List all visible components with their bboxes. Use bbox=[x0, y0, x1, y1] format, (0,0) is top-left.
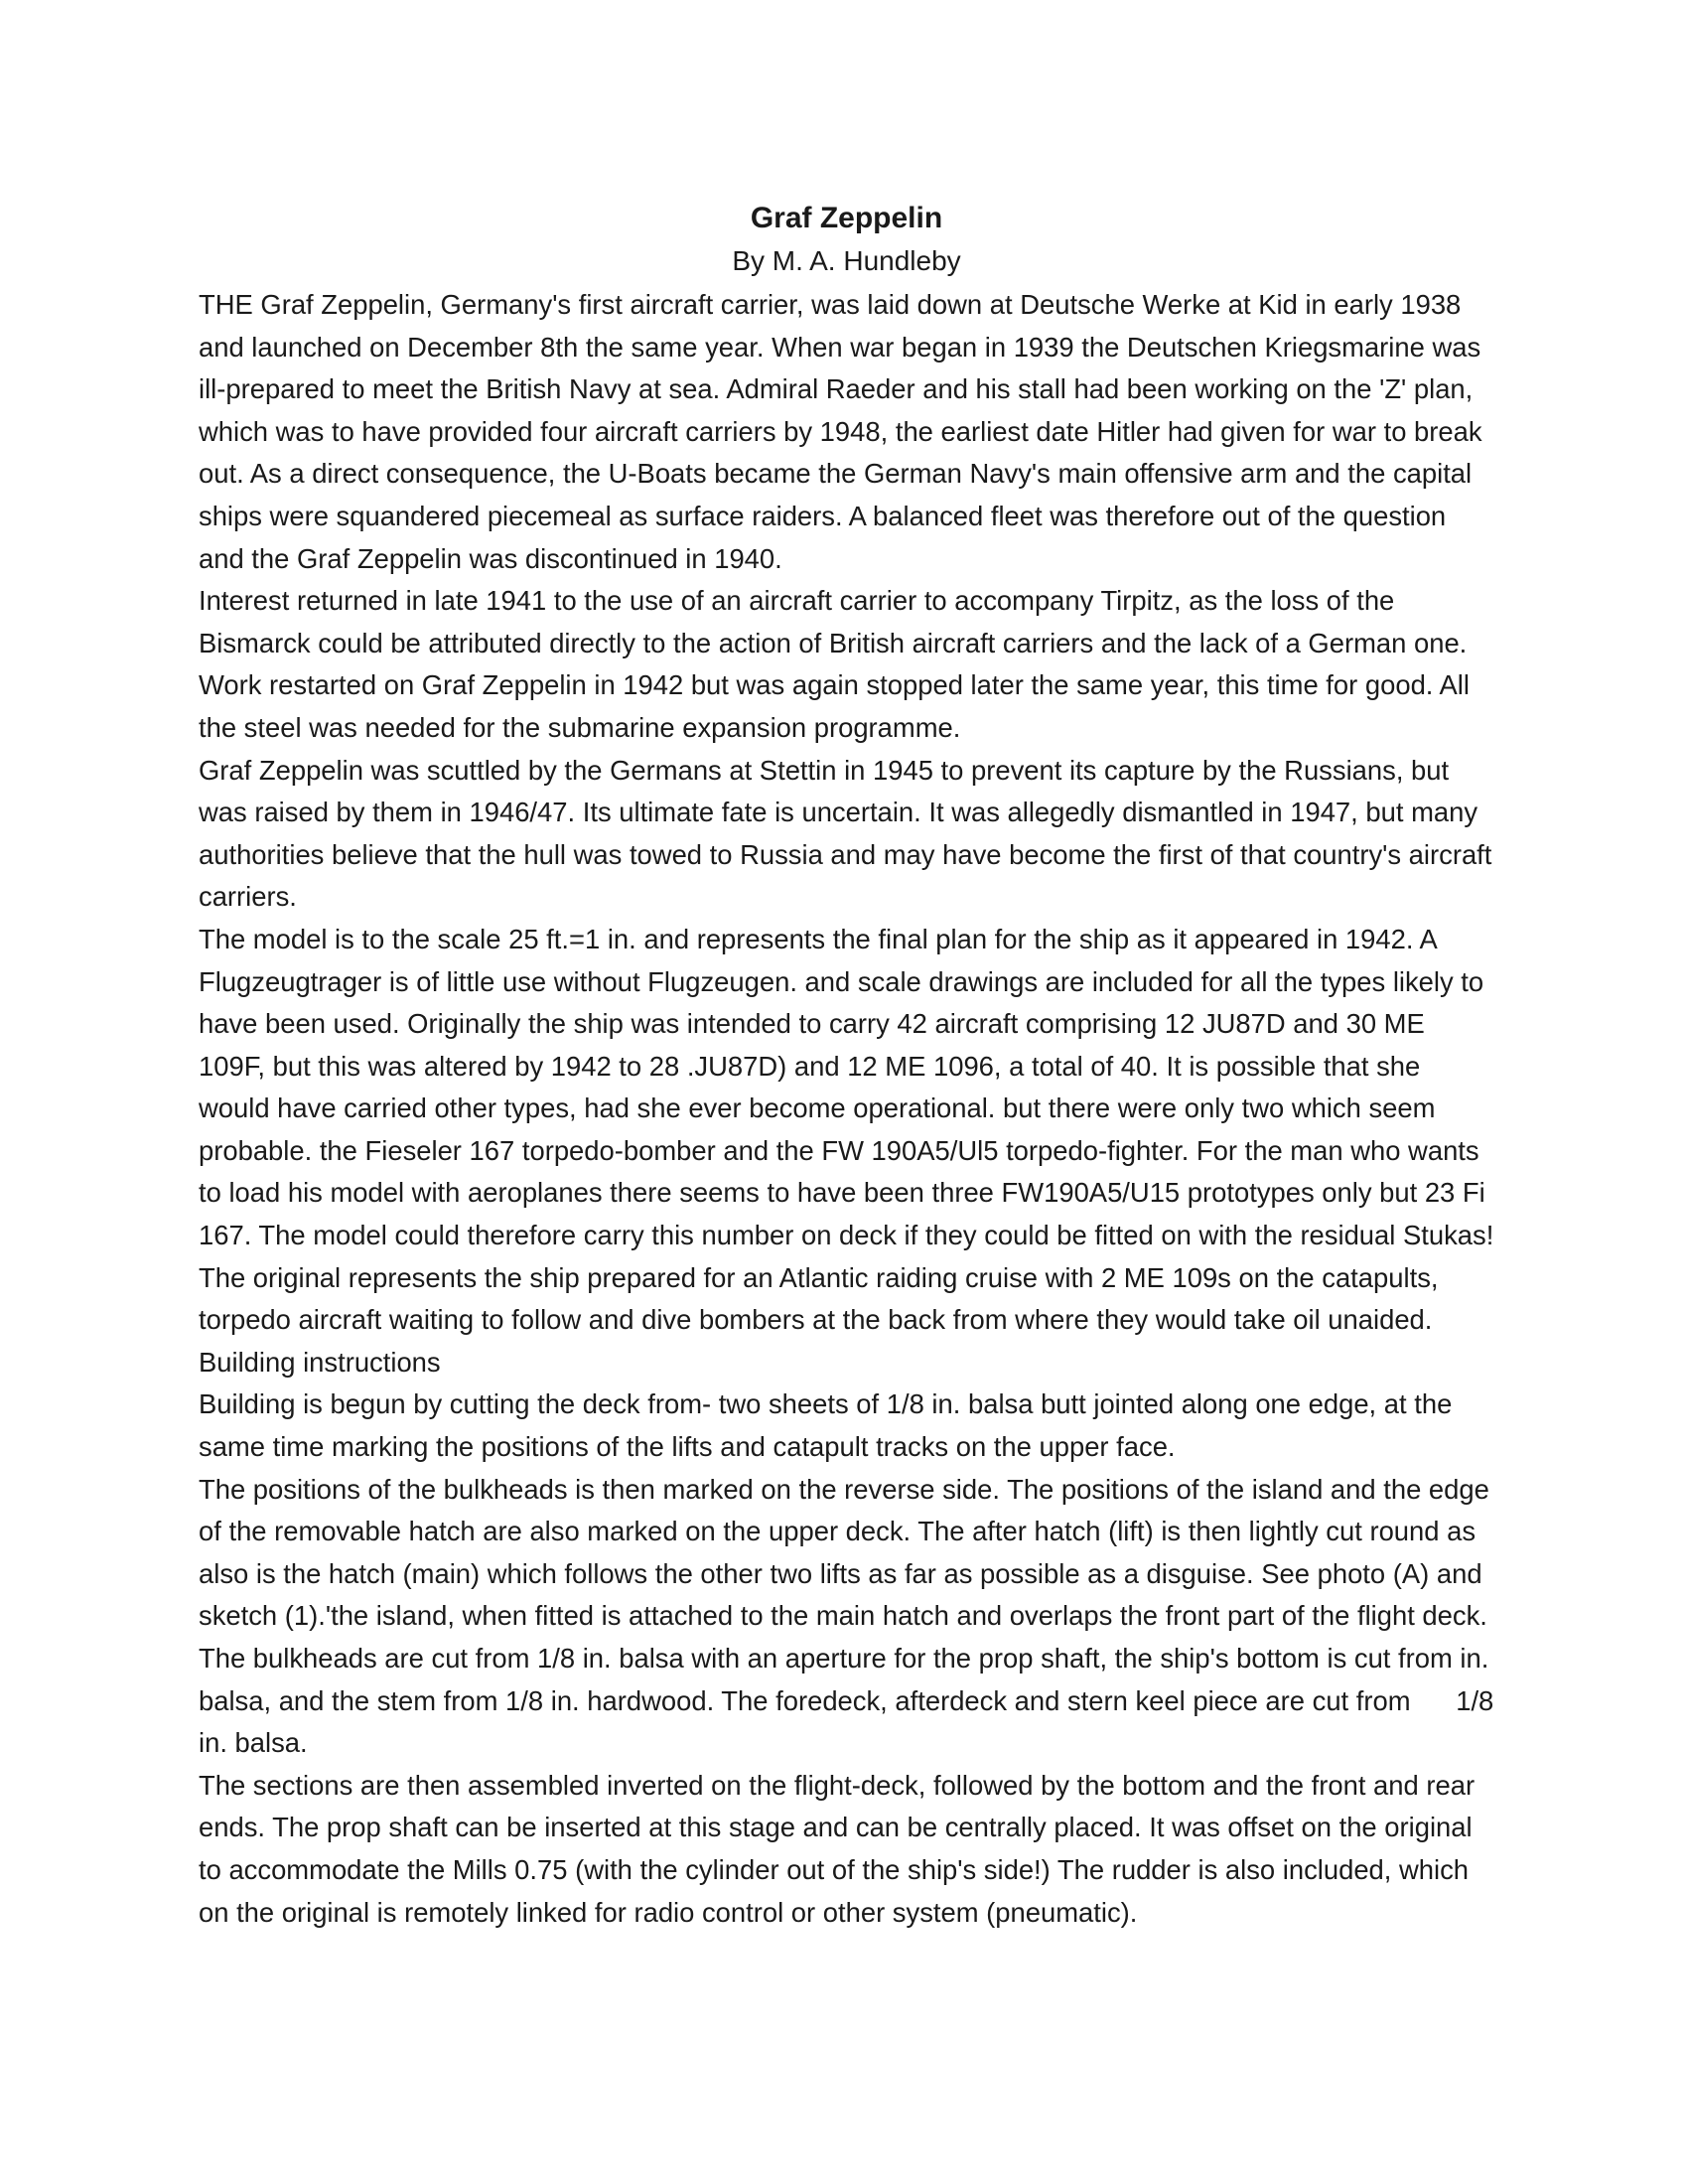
paragraph-model-scale: The model is to the scale 25 ft.=1 in. and represents the final plan for the ship as it appeared in 1942. A Flugzeugtrager is of little use without Flugzeugen. and scale drawings are included for all the types likely to have been used. Originally the ship was intended to carry 42 aircraft comprising 12 JU87D and 30 ME 109F, but this was altered by 1942 to 28 .JU87D) and 12 ME 1096, a total of 40. It is possible that she would have carried other types, had she ever become operational. but there were only two which seem probable. the Fieseler 167 torpedo-bomber and the FW 190A5/Ul5 torpedo-fighter. For the man who wants to load his model with aeroplanes there seems to have been three FW190A5/U15 prototypes only but 23 Fi 167. The model could therefore carry this number on deck if they could be fitted on with the residual Stukas! The original represents the ship prepared for an Atlantic raiding cruise with 2 ME 109s on the catapults, torpedo aircraft waiting to follow and dive bombers at the back from where they would take oil unaided. bbox=[199, 923, 1494, 1336]
paragraph-assembly: The sections are then assembled inverted on the flight-deck, followed by the bottom and the front and rear ends. The prop shaft can be inserted at this stage and can be centrally placed. It was offset on the original to accommodate the Mills 0.75 (with the cylinder out of the ship's side!) The rudder is also included, which on the original is remotely linked for radio control or other system (pneumatic). bbox=[199, 1769, 1476, 1928]
paragraph-scuttled: Graf Zeppelin was scuttled by the Germans at Stettin in 1945 to prevent its capture by the Russians, but was raised by them in 1946/47. Its ultimate fate is uncertain. It was allegedly dismantled in 1947, but many authorities believe that the hull was towed to Russia and may have become the first of that country's aircraft carriers. bbox=[199, 754, 1492, 913]
paragraph-bulkheads: The positions of the bulkheads is then marked on the reverse side. The positions of the island and the edge of the removable hatch are also marked on the upper deck. The after hatch (lift) is then lightly cut round as also is the hatch (main) which follows the other two lifts as far as possible as a disguise. See photo (A) and sketch (1).'the island, when fitted is attached to the main hatch and overlaps the front part of the flight deck. The bulkheads are cut from 1/8 in. balsa with an aperture for the prop shaft, the ship's bottom is cut from in. balsa, and the stem from 1/8 in. hardwood. The foredeck, afterdeck and stern keel piece are cut from 1/8 in. balsa. bbox=[199, 1473, 1501, 1759]
document-title: Graf Zeppelin bbox=[750, 202, 943, 234]
paragraph-interest-returned: Interest returned in late 1941 to the use of an aircraft carrier to accompany Tirpitz, as the loss of the Bismarck could be attributed directly to the action of British aircraft carriers and the lack of a German one. Work restarted on Graf Zeppelin in 1942 but was again stopped later the same year, this time for good. All the steel was needed for the submarine expansion programme. bbox=[199, 585, 1470, 743]
document-body bbox=[199, 197, 1501, 1934]
document-byline: By M. A. Hundleby bbox=[732, 245, 961, 276]
paragraph-history-intro: THE Graf Zeppelin, Germany's first aircraft carrier, was laid down at Deutsche Werke at Kid in early 1938 and launched on December 8th the same year. When war began in 1939 the Deutschen Kriegsmarine was ill-prepared to meet the British Navy at sea. Admiral Raeder and his stall had been working on the 'Z' plan, which was to have provided four aircraft carriers by 1948, the earliest date Hitler had given for war to break out. As a direct consequence, the U-Boats became the German Navy's main offensive arm and the capital ships were squandered piecemeal as surface raiders. A balanced fleet was therefore out of the question and the Graf Zeppelin was discontinued in 1940. bbox=[199, 289, 1482, 574]
section-heading-building-instructions: Building instructions bbox=[199, 1346, 441, 1378]
paragraph-deck-cutting: Building is begun by cutting the deck from- two sheets of 1/8 in. balsa butt jointed along one edge, at the same time marking the positions of the lifts and catapult tracks on the upper face. bbox=[199, 1388, 1453, 1463]
